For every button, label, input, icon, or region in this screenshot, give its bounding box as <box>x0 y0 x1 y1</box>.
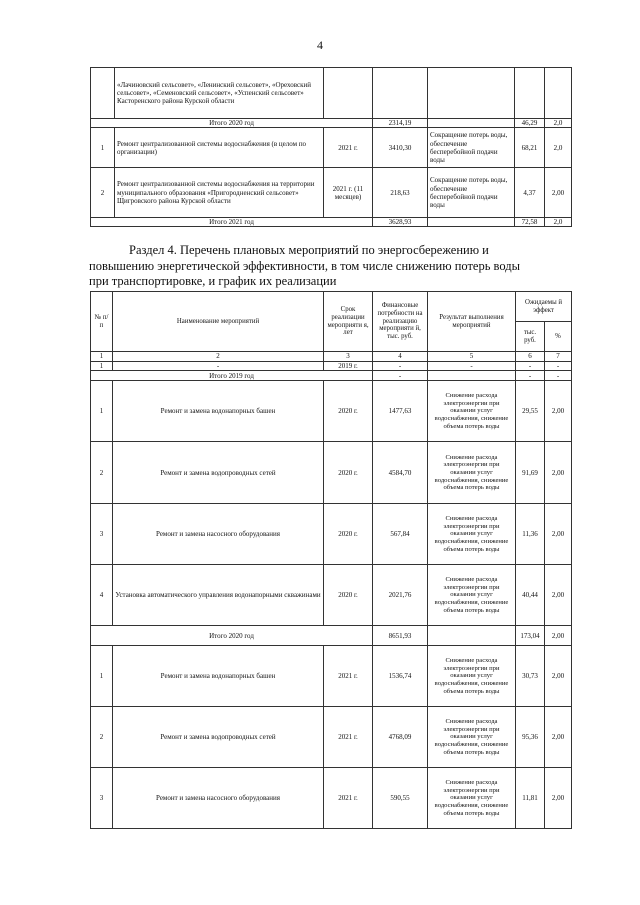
amount-cell: 567,84 <box>373 504 428 565</box>
measure-name: Ремонт и замена насосного оборудования <box>113 768 324 829</box>
section-heading-line: Раздел 4. Перечень плановых мероприятий по энергосбережению и <box>129 243 489 257</box>
term-cell: 2020 г. <box>324 442 373 504</box>
result-cell: - <box>428 362 516 371</box>
amount-cell: 4768,09 <box>373 707 428 768</box>
total-effect-rub: 46,29 <box>515 119 545 128</box>
total-effect-pct: 2,00 <box>545 626 572 646</box>
section-heading-line: повышению энергетической эффективности, в том числе снижению потерь воды <box>89 258 521 273</box>
result-cell: Снижение расхода электроэнергии при оказании услуг водоснабжения, снижение объема потерь воды <box>428 707 516 768</box>
total-effect-rub: 173,04 <box>516 626 545 646</box>
measure-name: «Лачиновский сельсовет», «Ленинский сельсовет», «Ореховский сельсовет», «Семеновский сельсовет», «Успенский сельсовет» Касторенского района Курской области <box>115 68 324 119</box>
total-effect-pct: 2,0 <box>545 218 572 227</box>
effect-pct-cell: 2,00 <box>545 381 572 442</box>
header-effect: Ожидаемы й эффект <box>516 292 572 322</box>
table-row <box>91 707 572 768</box>
column-number-row <box>91 352 572 362</box>
total-label: Итого 2020 год <box>91 119 373 128</box>
effect-rub-cell: 68,21 <box>515 128 545 168</box>
total-amount: - <box>373 371 428 381</box>
effect-pct-cell: 2,00 <box>545 442 572 504</box>
result-cell: Снижение расхода электроэнергии при оказании услуг водоснабжения, снижение объема потерь воды <box>428 381 516 442</box>
row-number: 3 <box>91 504 113 565</box>
table-row <box>91 565 572 626</box>
measure-name: Ремонт и замена насосного оборудования <box>113 504 324 565</box>
table-row <box>91 68 572 119</box>
column-number: 2 <box>113 352 324 362</box>
term-cell: 2020 г. <box>324 381 373 442</box>
result-cell: Снижение расхода электроэнергии при оказании услуг водоснабжения, снижение объема потерь воды <box>428 504 516 565</box>
effect-rub-cell: 91,69 <box>516 442 545 504</box>
measures-table <box>90 291 572 829</box>
header-name: Наименование мероприятий <box>113 292 324 352</box>
term-cell: 2021 г. (11 месяцев) <box>324 168 373 218</box>
header-num: № п/ п <box>91 292 113 352</box>
effect-rub-cell: - <box>516 362 545 371</box>
effect-pct-cell <box>545 68 572 119</box>
header-finance: Финансовые потребности на реализацию мероприяти й, тыс. руб. <box>373 292 428 352</box>
table-row <box>91 168 572 218</box>
row-number: 2 <box>91 707 113 768</box>
total-effect-rub: 72,58 <box>515 218 545 227</box>
term-cell: 2021 г. <box>324 768 373 829</box>
effect-pct-cell: 2,00 <box>545 168 572 218</box>
effect-pct-cell: 2,00 <box>545 768 572 829</box>
measure-name: Ремонт и замена водонапорных башен <box>113 646 324 707</box>
table-row <box>91 362 572 371</box>
amount-cell: 4584,70 <box>373 442 428 504</box>
column-number: 6 <box>516 352 545 362</box>
measure-name: Ремонт и замена водопроводных сетей <box>113 442 324 504</box>
total-effect-pct: 2,0 <box>545 119 572 128</box>
row-number <box>91 68 115 119</box>
table-row <box>91 504 572 565</box>
total-label: Итого 2019 год <box>91 371 373 381</box>
term-cell: 2021 г. <box>324 128 373 168</box>
effect-rub-cell: 4,37 <box>515 168 545 218</box>
result-cell: Снижение расхода электроэнергии при оказании услуг водоснабжения, снижение объема потерь воды <box>428 768 516 829</box>
effect-rub-cell: 40,44 <box>516 565 545 626</box>
total-row <box>91 371 572 381</box>
table-row <box>91 768 572 829</box>
effect-rub-cell: 95,36 <box>516 707 545 768</box>
term-cell: 2020 г. <box>324 565 373 626</box>
effect-pct-cell: 2,00 <box>545 646 572 707</box>
total-amount: 3628,93 <box>373 218 428 227</box>
row-number: 1 <box>91 128 115 168</box>
table-row <box>91 442 572 504</box>
term-cell: 2021 г. <box>324 707 373 768</box>
header-result: Результат выполнения мероприятий <box>428 292 516 352</box>
effect-rub-cell: 11,81 <box>516 768 545 829</box>
header-term: Срок реализации мероприяти я, лет <box>324 292 373 352</box>
amount-cell: 218,63 <box>373 168 428 218</box>
result-cell <box>428 68 515 119</box>
row-number: 4 <box>91 565 113 626</box>
amount-cell <box>373 68 428 119</box>
measure-name: Ремонт централизованной системы водоснабжения (в целом по организации) <box>115 128 324 168</box>
page-number: 4 <box>317 38 323 52</box>
row-number: 1 <box>91 381 113 442</box>
effect-pct-cell: 2,00 <box>545 504 572 565</box>
result-cell: Снижение расхода электроэнергии при оказании услуг водоснабжения, снижение объема потерь воды <box>428 646 516 707</box>
section-heading-line: при транспортировке, и график их реализации <box>89 274 337 288</box>
amount-cell: 1536,74 <box>373 646 428 707</box>
row-number: 1 <box>91 362 113 371</box>
amount-cell: - <box>373 362 428 371</box>
term-cell: 2020 г. <box>324 504 373 565</box>
total-effect-rub: - <box>516 371 545 381</box>
table-row <box>91 646 572 707</box>
effect-rub-cell: 11,36 <box>516 504 545 565</box>
measure-name: Ремонт и замена водопроводных сетей <box>113 707 324 768</box>
column-number: 7 <box>545 352 572 362</box>
measure-name: Ремонт централизованной системы водоснабжения на территории муниципального образования «Пригородненский сельсовет» Щигровского района Курской области <box>115 168 324 218</box>
column-number: 3 <box>324 352 373 362</box>
column-number: 1 <box>91 352 113 362</box>
total-effect-pct: - <box>545 371 572 381</box>
result-cell: Сокращение потерь воды, обеспечение бесперебойной подачи воды <box>428 168 515 218</box>
total-label: Итого 2021 год <box>91 218 373 227</box>
section-heading <box>89 243 575 290</box>
effect-rub-cell <box>515 68 545 119</box>
header-effect-pct: % <box>545 322 572 352</box>
term-cell: 2021 г. <box>324 646 373 707</box>
effect-pct-cell: 2,00 <box>545 565 572 626</box>
total-amount: 8651,93 <box>373 626 428 646</box>
result-cell: Снижение расхода электроэнергии при оказании услуг водоснабжения, снижение объема потерь воды <box>428 442 516 504</box>
row-number: 2 <box>91 168 115 218</box>
header-effect-rub: тыс. руб. <box>516 322 545 352</box>
term-cell: 2019 г. <box>324 362 373 371</box>
effect-pct-cell: 2,0 <box>545 128 572 168</box>
measure-name: Ремонт и замена водонапорных башен <box>113 381 324 442</box>
amount-cell: 2021,76 <box>373 565 428 626</box>
continuation-table <box>90 67 572 227</box>
effect-rub-cell: 29,55 <box>516 381 545 442</box>
result-cell: Сокращение потерь воды, обеспечение бесперебойной подачи воды <box>428 128 515 168</box>
header-row <box>91 292 572 322</box>
total-row <box>91 218 572 227</box>
measure-name: - <box>113 362 324 371</box>
result-cell: Снижение расхода электроэнергии при оказании услуг водоснабжения, снижение объема потерь воды <box>428 565 516 626</box>
table-row <box>91 128 572 168</box>
measure-name: Установка автоматического управления водонапорными скважинами <box>113 565 324 626</box>
amount-cell: 3410,30 <box>373 128 428 168</box>
effect-rub-cell: 30,73 <box>516 646 545 707</box>
column-number: 4 <box>373 352 428 362</box>
effect-pct-cell: - <box>545 362 572 371</box>
total-amount: 2314,19 <box>373 119 428 128</box>
amount-cell: 1477,63 <box>373 381 428 442</box>
total-row <box>91 119 572 128</box>
term-cell <box>324 68 373 119</box>
column-number: 5 <box>428 352 516 362</box>
table-row <box>91 381 572 442</box>
row-number: 2 <box>91 442 113 504</box>
amount-cell: 590,55 <box>373 768 428 829</box>
total-row <box>91 626 572 646</box>
effect-pct-cell: 2,00 <box>545 707 572 768</box>
total-label: Итого 2020 год <box>91 626 373 646</box>
row-number: 3 <box>91 768 113 829</box>
row-number: 1 <box>91 646 113 707</box>
